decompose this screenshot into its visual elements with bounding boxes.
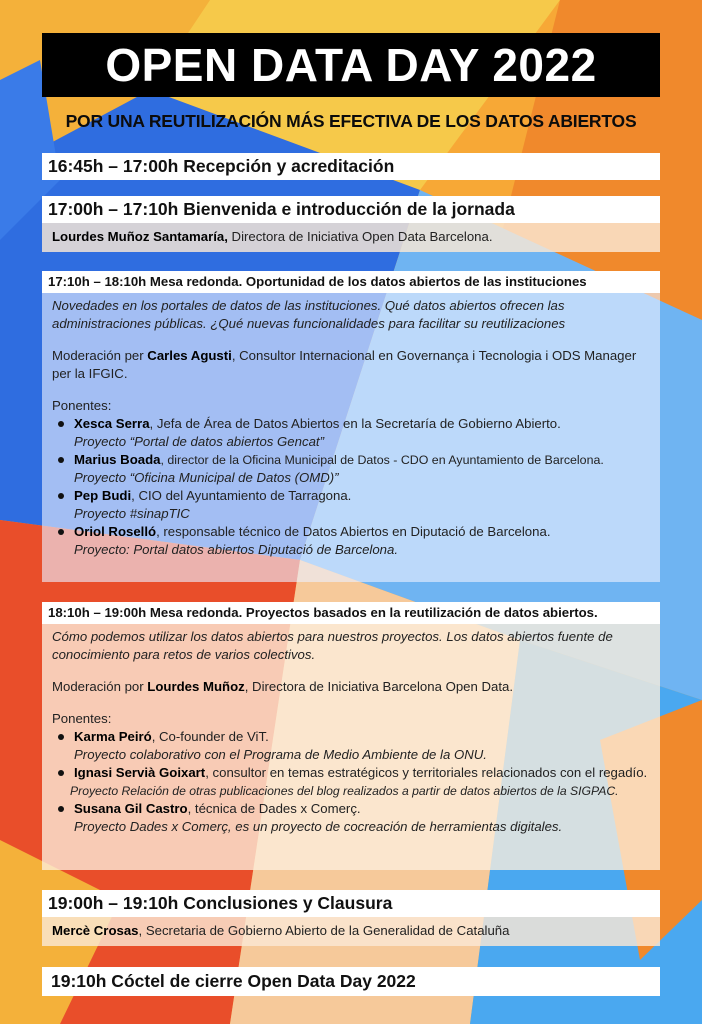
ponente-role: , consultor en temas estratégicos y territoriales relacionados con el regadío. <box>205 765 648 780</box>
moderator-name: Carles Agusti <box>147 348 232 363</box>
ponente-project: Proyecto #sinapTIC <box>74 506 190 521</box>
page-subtitle: POR UNA REUTILIZACIÓN MÁS EFECTIVA DE LOS DATOS ABIERTOS <box>65 111 637 131</box>
speaker-name: Mercè Crosas <box>52 923 139 938</box>
list-item <box>52 451 650 487</box>
ponente-project: Proyecto: Portal datos abiertos Diputació de Barcelona. <box>74 542 399 557</box>
ponentes-label: Ponentes: <box>52 711 112 726</box>
ponentes-list <box>52 415 650 559</box>
session-reception-heading: 16:45h – 17:00h Recepción y acreditación <box>42 153 660 180</box>
ponente-role: , responsable técnico de Datos Abiertos en Diputació de Barcelona. <box>156 524 551 539</box>
speaker-name: Lourdes Muñoz Santamaría, <box>52 229 228 244</box>
ponente-name: Karma Peiró <box>74 729 152 744</box>
session-projects-heading: 18:10h – 19:00h Mesa redonda. Proyectos basados en la reutilización de datos abiertos. <box>42 602 660 624</box>
moderator-role: , Directora de Iniciativa Barcelona Open Data. <box>244 679 514 694</box>
moderation-line: Moderación por Lourdes Muñoz, Directora de Iniciativa Barcelona Open Data. <box>52 679 514 694</box>
moderator-role: , Consultor Internacional en Governança i Tecnologia i ODS Manager per la IFGIC. <box>52 348 637 381</box>
ponente-name: Susana Gil Castro <box>74 801 188 816</box>
moderator-name: Lourdes Muñoz <box>147 679 245 694</box>
session-cocktail-heading: 19:10h Cóctel de cierre Open Data Day 2022 <box>42 967 660 996</box>
ponente-name: Pep Budi <box>74 488 132 503</box>
ponente-project: Proyecto “Portal de datos abiertos Gencat” <box>74 434 324 449</box>
list-item <box>52 728 650 764</box>
ponente-project: Proyecto Relación de otras publicaciones del blog realizados a partir de datos abiertos de la SIGPAC. <box>70 784 619 798</box>
ponente-role: , CIO del Ayuntamiento de Tarragona. <box>131 488 352 503</box>
ponentes-label: Ponentes: <box>52 398 112 413</box>
session-projects-panel <box>42 624 660 870</box>
list-item <box>52 487 650 523</box>
ponente-project: Proyecto Dades x Comerç, es un proyecto de cocreación de herramientas digitales. <box>74 819 563 834</box>
session-description: Cómo podemos utilizar los datos abiertos para nuestros proyectos. Los datos abiertos fuente de conocimiento para retos de varios colectivos. <box>52 629 613 662</box>
speaker-role: , Secretaria de Gobierno Abierto de la Generalidad de Cataluña <box>138 923 510 938</box>
list-item <box>52 800 650 836</box>
session-institutions-heading: 17:10h – 18:10h Mesa redonda. Oportunidad de los datos abiertos de las instituciones <box>42 271 660 293</box>
session-closing-speaker <box>42 917 660 946</box>
ponente-role: , director de la Oficina Municipal de Datos - CDO en Ayuntamiento de Barcelona. <box>160 453 604 467</box>
speaker-role: Directora de Iniciativa Open Data Barcelona. <box>227 229 493 244</box>
ponentes-list <box>52 728 650 836</box>
session-welcome-heading: 17:00h – 17:10h Bienvenida e introducción de la jornada <box>42 196 660 223</box>
moderation-line: Moderación per Carles Agusti, Consultor Internacional en Governança i Tecnologia i ODS Manager per la IFGIC. <box>52 348 637 381</box>
ponente-name: Xesca Serra <box>74 416 150 431</box>
session-institutions-panel <box>42 293 660 582</box>
ponente-project: Proyecto colaborativo con el Programa de Medio Ambiente de la ONU. <box>74 747 487 762</box>
list-item <box>52 764 650 800</box>
ponente-name: Marius Boada <box>74 452 161 467</box>
session-welcome-speaker <box>42 223 660 252</box>
session-closing-heading: 19:00h – 19:10h Conclusiones y Clausura <box>42 890 660 917</box>
ponente-name: Ignasi Servià Goixart <box>74 765 206 780</box>
list-item <box>52 523 650 559</box>
ponente-role: , Co-founder de ViT. <box>151 729 269 744</box>
list-item <box>52 415 650 451</box>
ponente-role: , Jefa de Área de Datos Abiertos en la Secretaría de Gobierno Abierto. <box>149 416 561 431</box>
session-description: Novedades en los portales de datos de las instituciones. Qué datos abiertos ofrecen las administraciones públicas. ¿Qué nuevas funcionalidades para facilitar su reutilizaciones <box>52 298 566 331</box>
page-title: OPEN DATA DAY 2022 <box>42 33 660 97</box>
ponente-project: Proyecto “Oficina Municipal de Datos (OMD)” <box>74 470 339 485</box>
ponente-role: , técnica de Dades x Comerç. <box>187 801 361 816</box>
ponente-name: Oriol Roselló <box>74 524 157 539</box>
